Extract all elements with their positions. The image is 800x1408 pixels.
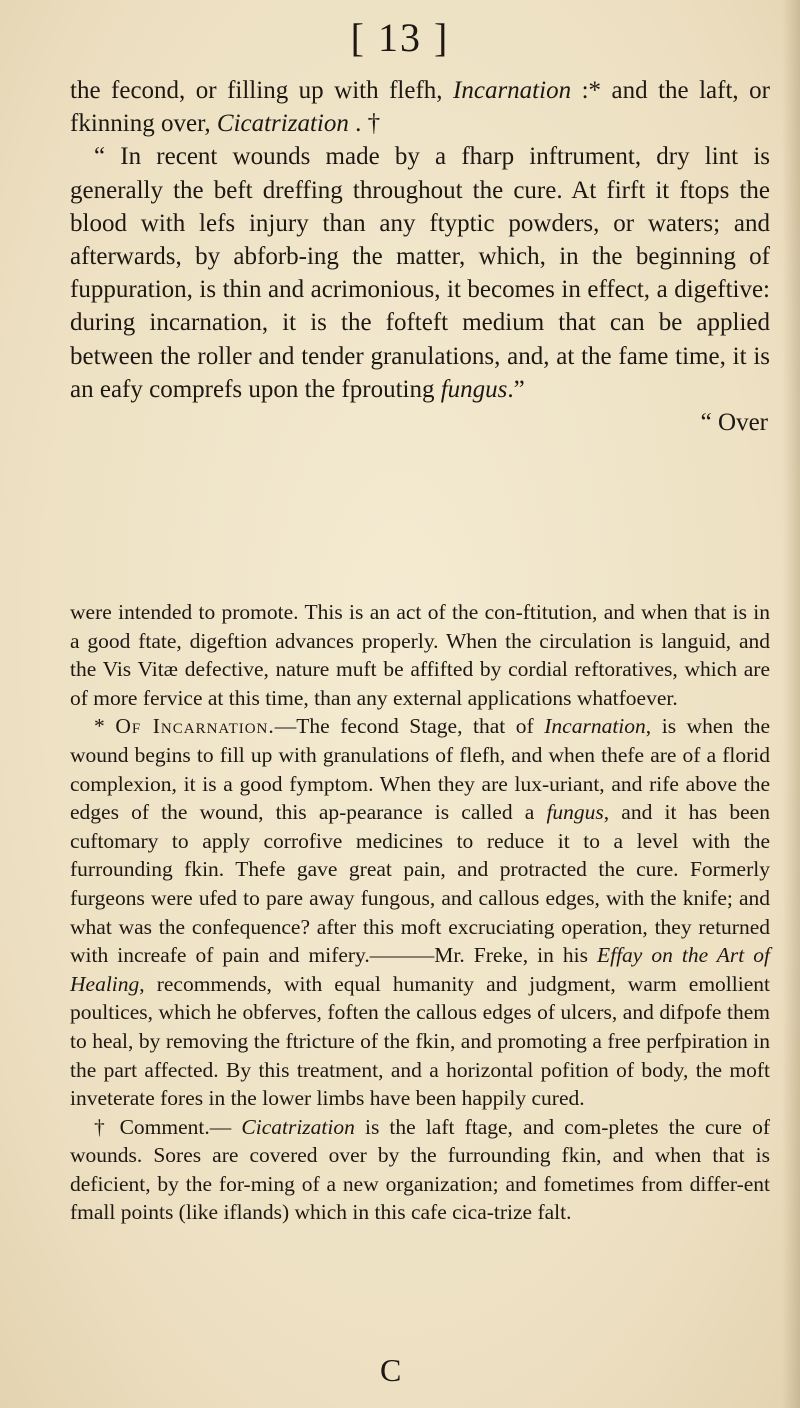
italic-term-fungus: fungus — [440, 375, 508, 403]
text-run: .” — [507, 375, 525, 403]
page-edge-shadow — [782, 0, 800, 1408]
italic-book-title: Effay on the Art of Healing — [70, 943, 770, 996]
text-run: . † — [348, 110, 381, 138]
text-run: is the laft ftage, and com-pletes the cure of wounds. Sores are covered over by the furrounding fkin, and when that is deficient, by the for-ming of a new organization; and fometimes from differ-ent fmall points (like iflands) which in this cafe cica-trize falt. — [70, 1114, 770, 1225]
footnote-mark: † Comment.— — [94, 1114, 242, 1139]
main-text — [70, 74, 770, 439]
page-number: [ 13 ] — [350, 15, 450, 60]
signature-mark: C — [380, 1352, 402, 1388]
footnote-incarnation — [70, 712, 770, 1112]
text-run: , is when the wound begins to fill up with granulations of flefh, and when thefe are of a florid complexion, it is a good fymptom. When they are lux-uriant, and rife above the edges of the wound, this ap-pearance is called a — [70, 714, 771, 825]
text-run: , recommends, with equal humanity and judgment, warm emollient poultices, which he obferves, foften the callous edges of ulcers, and difpofe them to heal, by removing the ftricture of the fkin, and promoting a free perfpiration in the part affected. By this treatment, and a horizontal pofition of body, the moft inveterate fores in the lower limbs have been happily cured. — [70, 971, 770, 1111]
footnote-heading: Of Incarnation. — [115, 714, 275, 739]
footnote-mark: * — [94, 714, 116, 739]
text-run: :* and the laft, or fkinning over, — [70, 77, 770, 138]
footnote-continuation: were intended to promote. This is an act of the con-ftitution, and when that is in a good ftate, digeftion advances properly. When the circulation is languid, and the Vis Vitæ defective, nature muft be affifted by cordial reftoratives, which are of more fervice at this time, than any external applications whatfoever. — [70, 600, 770, 710]
text-run: the fecond, or filling up with flefh, — [70, 77, 454, 104]
italic-term-fungus: fungus — [546, 800, 604, 825]
footnote-cicatrization — [70, 1113, 770, 1227]
text-run: “ In recent wounds made by a fharp inftrument, dry lint is generally the beft dreffing throughout the cure. At firft it ftops the blood with lefs injury than any ftyptic powders, or waters; and afterwards, by abforb-ing the matter, which, in the beginning of fuppuration, is thin and acrimonious, it becomes in effect, a digeftive: during incarnation, it is the fofteft medium that can be applied between the roller and tender granulations, and, at the fame time, it is an eafy comprefs upon the fprouting — [70, 143, 770, 403]
catchword-over: “ Over — [700, 409, 768, 437]
text-run: —The fecond Stage, that of — [274, 714, 545, 739]
text-run: , and it has been cuftomary to apply corrofive medicines to reduce it to a level with the furrounding fkin. Thefe gave great pain, and protracted the cure. Formerly furgeons were ufed to pare away fungous, and callous edges, with the knife; and what was the confequence? after this moft excruciating operation, they returned with increafe of pain and mifery.———Mr. Freke, in his — [70, 800, 770, 968]
italic-term-incarnation: Incarnation — [544, 714, 646, 739]
paragraph-quote-dry-lint — [70, 140, 770, 406]
footnotes — [70, 598, 770, 1227]
italic-term-cicatrization: Cicatrization — [241, 1114, 355, 1139]
italic-term-cicatrization: Cicatrization — [216, 110, 349, 138]
italic-term-incarnation: Incarnation — [453, 77, 572, 104]
paragraph-stages — [70, 74, 770, 140]
